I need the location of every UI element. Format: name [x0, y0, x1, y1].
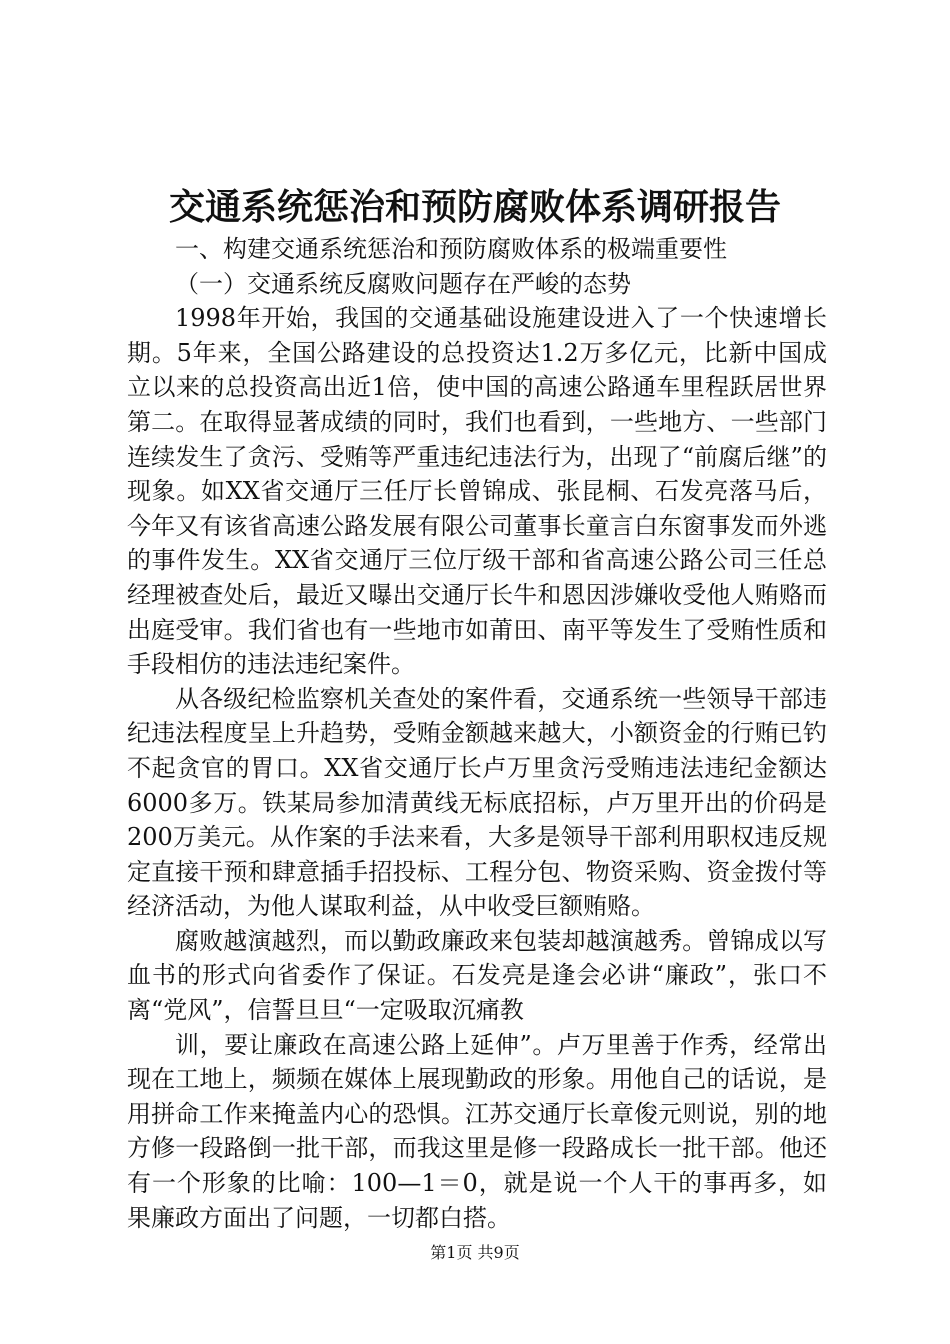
section-heading: 一、构建交通系统惩治和预防腐败体系的极端重要性 — [175, 235, 727, 263]
body-paragraph: 训，要让廉政在高速公路上延伸”。卢万里善于作秀，经常出现在工地上，频频在媒体上展现勤政的形象。用他自己的话说，是用拼命工作来掩盖内心的恐惧。江苏交通厅长章俊元则说，别的地方修一段路倒一批干部，而我这里是修一段路成长一批干部。他还有一个形象的比喻：100—1＝0，就是说一个人干的事再多，如果廉政方面出了问题，一切都白搭。 — [127, 1030, 827, 1232]
subsection-heading: （一）交通系统反腐败问题存在严峻的态势 — [175, 269, 631, 298]
body-paragraph: 从各级纪检监察机关查处的案件看，交通系统一些领导干部违纪违法程度呈上升趋势，受贿金额越来越大，小额资金的行贿已钓不起贪官的胃口。XX省交通厅长卢万里贪污受贿违法违纪金额达6000多万。铁某局参加清黄线无标底招标，卢万里开出的价码是200万美元。从作案的手法来看，大多是领导干部利用职权违反规定直接干预和肆意插手招投标、工程分包、物资采购、资金拨付等经济活动，为他人谋取利益，从中收受巨额贿赂。 — [127, 684, 827, 921]
document-title: 交通系统惩治和预防腐败体系调研报告 — [168, 187, 781, 228]
document-body — [127, 232, 827, 1235]
page-number-footer: 第1页 共9页 — [430, 1243, 520, 1262]
body-paragraph: 1998年开始，我国的交通基础设施建设进入了一个快速增长期。5年来，全国公路建设的总投资达1.2万多亿元，比新中国成立以来的总投资高出近1倍，使中国的高速公路通车里程跃居世界第二。在取得显著成绩的同时，我们也看到，一些地方、一些部门连续发生了贪污、受贿等严重违纪违法行为，出现了“前腐后继”的现象。如XX省交通厅三任厅长曾锦成、张昆桐、石发亮落马后，今年又有该省高速公路发展有限公司董事长童言白东窗事发而外逃的事件发生。XX省交通厅三位厅级干部和省高速公路公司三任总经理被查处后，最近又曝出交通厅长牛和恩因涉嫌收受他人贿赂而出庭受审。我们省也有一些地市如莆田、南平等发生了受贿性质和手段相仿的违法违纪案件。 — [127, 304, 827, 679]
body-paragraph: 腐败越演越烈，而以勤政廉政来包装却越演越秀。曾锦成以写血书的形式向省委作了保证。石发亮是逢会必讲“廉政”，张口不离“党风”，信誓旦旦“一定吸取沉痛教 — [127, 926, 827, 1025]
